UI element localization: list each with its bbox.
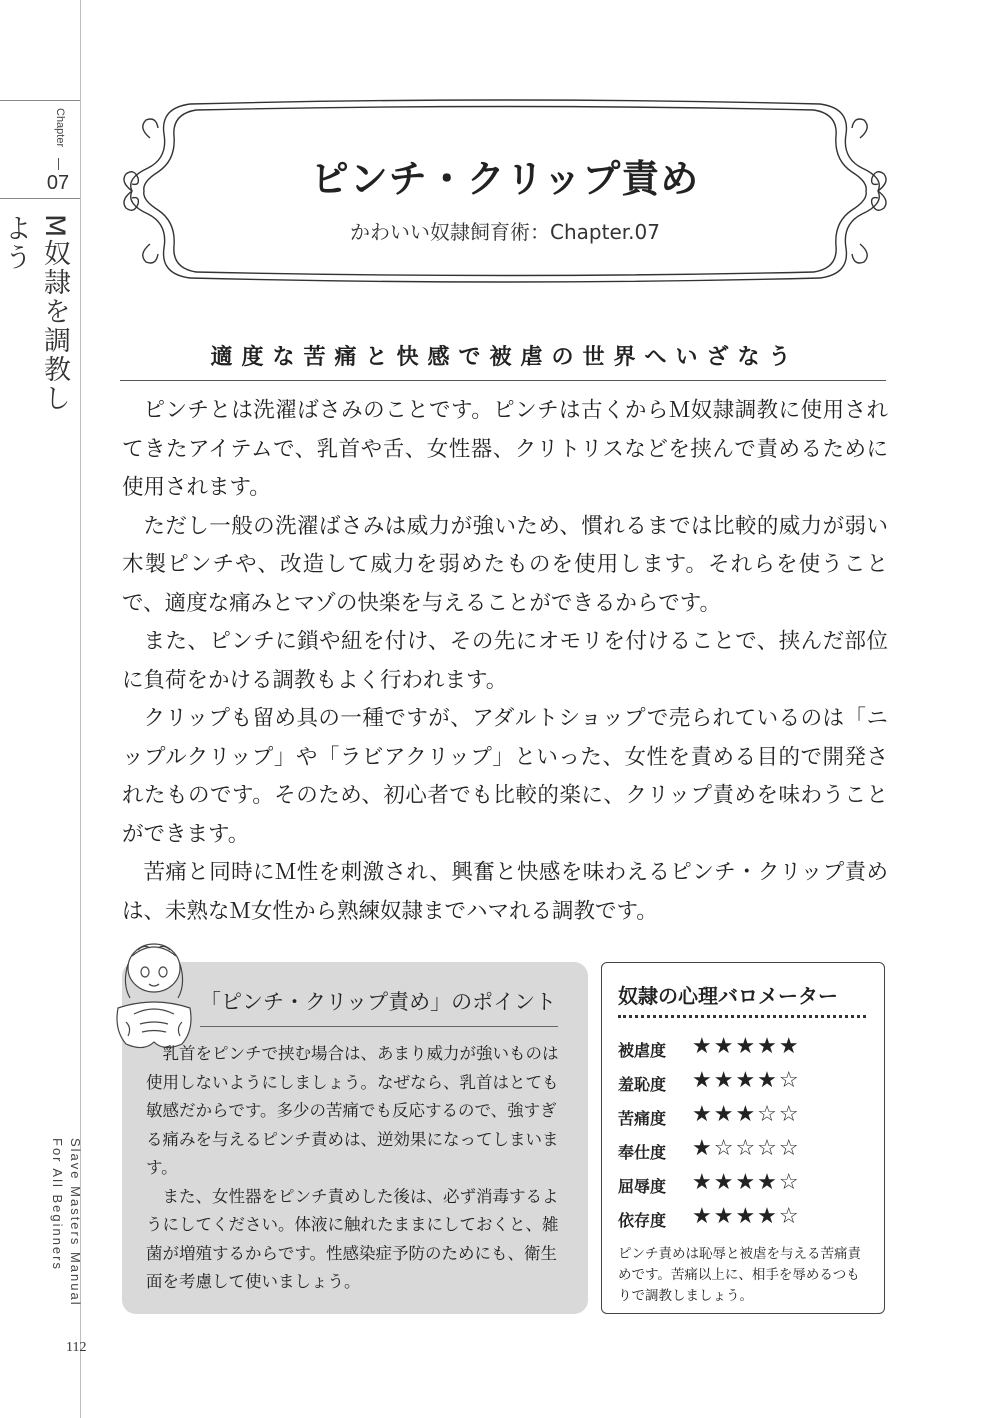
barometer-label: 奉仕度 [618, 1143, 667, 1162]
barometer-label: 屈辱度 [618, 1177, 667, 1196]
body-paragraph: ただし一般の洗濯ばさみは威力が強いため、慣れるまでは比較的威力が弱い木製ピンチや、改造して威力を弱めたものを使用します。それらを使うことで、適度な痛みとマゾの快楽を与えることができるからです。 [122, 513, 888, 616]
point-box-rule [200, 1026, 558, 1027]
barometer-title: 奴隷の心理バロメーター [618, 984, 838, 1008]
body-text [122, 392, 888, 931]
page-subtitle: かわいい奴隷飼育術：Chapter.07 [350, 220, 660, 244]
point-box-title: 「ピンチ・クリップ責め」のポイント [200, 990, 557, 1014]
point-paragraph: 乳首をピンチで挟む場合は、あまり威力が強いものは使用しないようにしましょう。なぜなら、乳首はとても敏感だからです。多少の苦痛でも反応するので、強すぎる痛みを与えるピンチ責めは、逆効果になってしまいます。 [146, 1044, 559, 1177]
star-rating: ★★★★☆ [692, 1204, 801, 1229]
page-number: 112 [66, 1340, 87, 1355]
chapter-number: 07 [46, 172, 70, 194]
section-rule [120, 380, 886, 381]
chapter-label: Chapter [54, 108, 66, 148]
section-heading: 適度な苦痛と快感で被虐の世界へいざなう [210, 345, 800, 370]
barometer-label: 依存度 [618, 1211, 667, 1230]
star-rating: ★★★★☆ [692, 1170, 801, 1195]
star-rating: ★★★★★ [692, 1034, 801, 1059]
star-rating: ★☆☆☆☆ [692, 1136, 801, 1161]
book-subtitle-line1: Slave Masters Manual [68, 1138, 83, 1307]
body-paragraph: また、ピンチに鎖や紐を付け、その先にオモリを付けることで、挟んだ部位に負荷をかける調教もよく行われます。 [122, 629, 888, 693]
chibi-girl-icon [104, 934, 204, 1054]
barometer-row [618, 1036, 868, 1066]
barometer-label: 羞恥度 [618, 1075, 667, 1094]
body-paragraph: クリップも留め具の一種ですが、アダルトショップで売られているのは「ニップルクリップ」や「ラビアクリップ」といった、女性を責める目的で開発されたものです。そのため、初心者でも比較的楽に、クリップ責めを味わうことができます。 [122, 706, 888, 847]
page-title: ピンチ・クリップ責め [310, 157, 700, 201]
barometer-row [618, 1206, 868, 1236]
book-subtitle-line2: For All Beginners [50, 1138, 65, 1271]
point-box-text [146, 1040, 566, 1297]
barometer-label: 苦痛度 [618, 1109, 667, 1128]
barometer-row [618, 1104, 868, 1134]
barometer-note: ピンチ責めは恥辱と被虐を与える苦痛責めです。苦痛以上に、相手を辱めるつもりで調教しましょう。 [618, 1246, 861, 1304]
chapter-tab-top-rule [0, 100, 80, 101]
vertical-chapter-title: M奴隷を調教しよう [0, 214, 70, 414]
character-illustration [104, 934, 204, 1054]
barometer-row [618, 1138, 868, 1168]
barometer-row [618, 1172, 868, 1202]
book-subtitle [40, 1138, 84, 1308]
body-paragraph: ピンチとは洗濯ばさみのことです。ピンチは古くからＭ奴隷調教に使用されてきたアイテムで、乳首や舌、女性器、クリトリスなどを挟んで責めるために使用されます。 [122, 398, 888, 500]
barometer-row [618, 1070, 868, 1100]
point-paragraph: また、女性器をピンチ責めした後は、必ず消毒するようにしてください。体液に触れたままにしておくと、雑菌が増殖するからです。性感染症予防のためにも、衛生面を考慮して使いましょう。 [146, 1186, 559, 1291]
body-paragraph: 苦痛と同時にＭ性を刺激され、興奮と快感を味わえるピンチ・クリップ責めは、未熟なＭ女性から熟練奴隷までハマれる調教です。 [122, 860, 888, 924]
barometer-label: 被虐度 [618, 1041, 667, 1060]
barometer-dotted-rule [618, 1015, 866, 1018]
star-rating: ★★★☆☆ [692, 1102, 801, 1127]
chapter-tab-bottom-rule [0, 198, 80, 199]
chapter-divider [58, 158, 59, 170]
star-rating: ★★★★☆ [692, 1068, 801, 1093]
